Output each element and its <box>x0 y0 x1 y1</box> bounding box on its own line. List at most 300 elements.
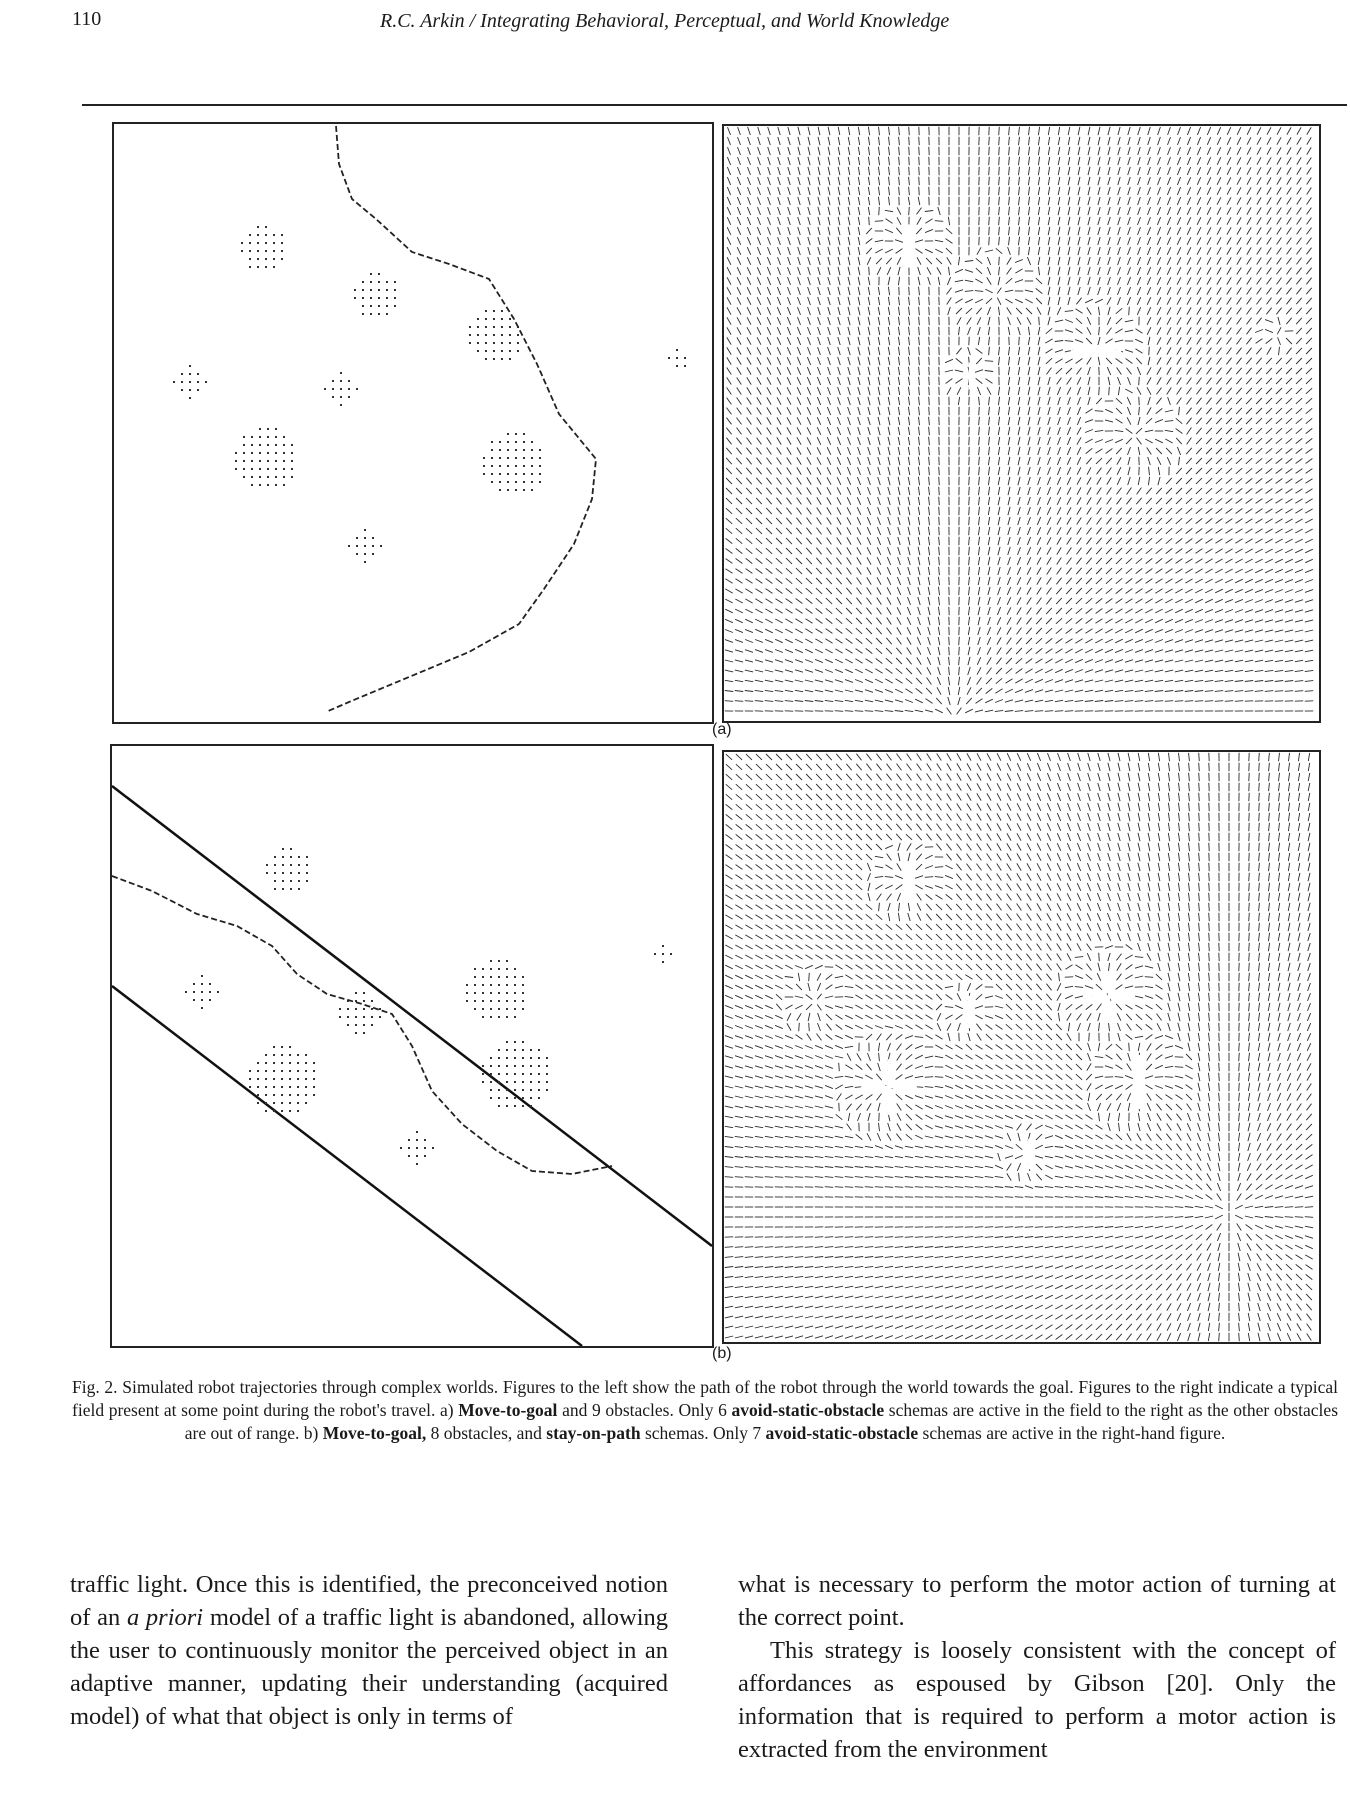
obstacle-dot <box>355 1024 357 1026</box>
field-vector <box>909 177 910 185</box>
field-vector <box>979 487 980 495</box>
field-vector <box>1265 620 1273 622</box>
field-vector <box>818 267 820 275</box>
field-vector <box>756 548 762 553</box>
field-vector <box>989 237 990 245</box>
field-vector <box>1186 448 1192 454</box>
field-vector <box>1057 517 1061 524</box>
field-vector <box>1006 679 1013 684</box>
field-vector <box>828 277 830 285</box>
field-vector <box>755 1136 763 1137</box>
field-vector <box>765 1177 773 1178</box>
field-vector <box>808 327 811 335</box>
field-vector <box>969 477 970 485</box>
field-vector <box>1085 430 1093 433</box>
field-vector <box>1255 330 1263 333</box>
obstacle-dot <box>372 537 374 539</box>
obstacle-dot <box>267 436 269 438</box>
field-vector <box>857 477 860 485</box>
field-vector <box>1177 187 1180 195</box>
field-vector <box>836 904 843 909</box>
field-vector <box>1155 660 1163 662</box>
field-vector <box>875 1336 883 1339</box>
field-vector <box>1048 297 1050 305</box>
field-vector <box>919 327 920 335</box>
field-vector <box>1117 488 1122 495</box>
field-vector <box>745 629 753 632</box>
field-vector <box>1167 197 1170 205</box>
field-vector <box>1027 557 1031 565</box>
field-vector <box>796 578 802 584</box>
field-vector <box>865 1306 873 1308</box>
field-vector <box>1195 569 1202 573</box>
field-vector <box>725 1046 733 1049</box>
field-vector <box>855 1167 863 1168</box>
field-vector <box>845 1136 853 1138</box>
field-vector <box>875 1015 882 1019</box>
field-vector <box>806 995 813 1000</box>
field-vector <box>1267 157 1271 164</box>
field-vector <box>1245 640 1253 642</box>
obstacle-dot <box>281 1062 283 1064</box>
field-vector <box>1155 650 1163 653</box>
field-vector <box>757 247 760 255</box>
field-vector <box>1088 387 1090 395</box>
field-vector <box>989 437 990 445</box>
field-vector <box>1217 197 1221 204</box>
field-vector <box>735 599 742 603</box>
field-vector <box>1148 147 1151 155</box>
field-vector <box>1105 670 1113 672</box>
field-vector <box>1019 127 1020 135</box>
field-vector <box>1207 307 1211 314</box>
obstacle-dot <box>205 381 207 383</box>
field-vector <box>1235 599 1243 602</box>
field-vector <box>1008 557 1011 565</box>
field-vector <box>736 824 743 829</box>
field-vector <box>798 197 800 205</box>
obstacle-dot <box>370 313 372 315</box>
field-vector <box>778 257 781 265</box>
field-vector <box>765 1116 773 1118</box>
field-vector <box>858 247 860 255</box>
field-vector <box>988 617 991 625</box>
field-vector <box>1007 587 1010 595</box>
field-vector <box>815 1266 823 1267</box>
field-vector <box>1216 428 1222 434</box>
field-vector <box>888 447 890 455</box>
obstacle-dot <box>515 457 517 459</box>
field-vector <box>1278 337 1281 345</box>
field-vector <box>908 417 909 425</box>
obstacle-dot <box>289 1078 291 1080</box>
field-vector <box>827 518 832 525</box>
field-vector <box>1008 407 1009 415</box>
field-vector <box>848 397 851 405</box>
field-vector <box>847 1124 852 1131</box>
field-vector <box>846 894 852 899</box>
field-vector <box>846 649 853 654</box>
field-vector <box>867 863 870 871</box>
field-vector <box>1129 307 1130 315</box>
field-vector <box>1116 419 1123 424</box>
field-vector <box>1068 157 1070 165</box>
field-vector <box>1217 328 1222 335</box>
obstacle-dot <box>189 397 191 399</box>
field-vector <box>766 508 772 514</box>
field-vector <box>837 467 841 475</box>
field-vector <box>989 177 990 185</box>
obstacle-dot <box>257 242 259 244</box>
field-vector <box>1156 448 1162 454</box>
field-vector <box>879 207 880 215</box>
field-vector <box>787 458 792 465</box>
field-vector <box>846 965 853 970</box>
field-vector <box>1285 590 1293 593</box>
field-vector <box>856 904 862 909</box>
field-vector <box>1235 569 1242 573</box>
field-vector <box>1236 388 1242 394</box>
obstacle-dot <box>498 1089 500 1091</box>
field-vector <box>988 547 990 555</box>
field-vector <box>1216 488 1222 493</box>
field-vector <box>929 377 930 385</box>
field-vector <box>1225 589 1233 593</box>
field-vector <box>846 824 852 830</box>
field-vector <box>998 487 1000 495</box>
field-vector <box>856 854 862 860</box>
field-vector <box>1226 519 1233 524</box>
field-vector <box>838 157 840 165</box>
field-vector <box>947 387 951 394</box>
field-vector <box>827 477 831 484</box>
field-vector <box>948 687 950 695</box>
field-vector <box>1156 538 1162 543</box>
field-vector <box>747 408 752 415</box>
field-vector <box>806 774 812 780</box>
field-vector <box>1146 538 1152 544</box>
obstacle-dot <box>251 436 253 438</box>
field-vector <box>838 307 840 315</box>
field-vector <box>908 527 910 535</box>
field-vector <box>866 804 872 810</box>
field-vector <box>766 568 773 573</box>
field-vector <box>1217 227 1221 234</box>
field-vector <box>865 690 873 693</box>
field-vector <box>925 219 932 223</box>
field-vector <box>1147 277 1150 285</box>
field-vector <box>1107 297 1111 304</box>
field-vector <box>988 497 989 505</box>
field-vector <box>845 986 853 987</box>
field-vector <box>815 1247 823 1248</box>
field-vector <box>1206 518 1213 523</box>
field-vector <box>1295 650 1303 652</box>
field-vector <box>805 690 813 692</box>
field-vector <box>986 379 993 384</box>
field-vector <box>1058 247 1060 255</box>
field-vector <box>1108 207 1110 215</box>
field-vector <box>1008 457 1010 465</box>
field-vector <box>1165 599 1172 603</box>
field-vector <box>1206 398 1211 405</box>
field-vector <box>876 934 883 939</box>
field-vector <box>807 467 811 474</box>
field-vector <box>1265 519 1272 523</box>
field-vector <box>818 347 821 355</box>
field-vector <box>1277 187 1281 194</box>
field-vector <box>1108 127 1110 135</box>
obstacle-dot <box>257 250 259 252</box>
obstacle-dot <box>501 310 503 312</box>
field-vector <box>806 915 813 920</box>
field-vector <box>895 240 903 243</box>
field-vector <box>1048 267 1050 275</box>
field-vector <box>878 437 880 445</box>
field-vector <box>806 538 811 544</box>
field-vector <box>846 834 852 840</box>
field-vector <box>1075 670 1083 673</box>
field-vector <box>1067 437 1070 445</box>
field-vector <box>835 1126 843 1128</box>
field-vector <box>727 398 732 405</box>
field-vector <box>987 668 992 675</box>
field-vector <box>1077 538 1082 545</box>
field-vector <box>999 227 1000 235</box>
field-vector <box>1047 578 1052 585</box>
field-vector <box>735 955 742 959</box>
field-vector <box>1076 359 1083 364</box>
field-vector <box>826 804 832 810</box>
field-vector <box>1109 387 1110 395</box>
field-vector <box>775 639 783 642</box>
field-vector <box>828 197 830 205</box>
field-vector <box>805 1286 813 1287</box>
field-vector <box>1106 599 1113 604</box>
obstacle-dot <box>546 1089 548 1091</box>
field-vector <box>766 518 772 524</box>
field-vector <box>1125 660 1133 663</box>
field-vector <box>868 317 870 325</box>
field-vector <box>1048 397 1050 405</box>
field-vector <box>1085 420 1093 423</box>
field-vector <box>735 619 743 622</box>
field-vector <box>828 137 830 145</box>
path-boundary-line <box>112 986 582 1346</box>
field-vector <box>975 299 983 303</box>
field-vector <box>1217 318 1222 325</box>
field-vector <box>818 357 821 365</box>
field-vector <box>735 1157 743 1158</box>
obstacle-dot <box>493 326 495 328</box>
field-vector <box>1175 640 1183 643</box>
field-vector <box>1305 539 1313 543</box>
field-vector <box>928 577 930 585</box>
field-vector <box>886 258 892 264</box>
field-vector <box>848 157 850 165</box>
field-vector <box>777 317 780 325</box>
field-vector <box>908 487 910 495</box>
obstacle-dot <box>522 1081 524 1083</box>
field-vector <box>1105 440 1113 443</box>
field-vector <box>1116 558 1122 564</box>
field-vector <box>768 137 771 145</box>
obstacle-dot <box>509 334 511 336</box>
field-vector <box>1076 318 1082 324</box>
field-vector <box>907 648 912 655</box>
field-vector <box>1036 608 1041 615</box>
field-vector <box>1267 137 1271 144</box>
field-vector <box>1157 327 1161 334</box>
obstacle-dot <box>363 1000 365 1002</box>
obstacle-dot <box>530 1097 532 1099</box>
field-vector <box>765 1015 773 1018</box>
field-vector <box>946 379 953 384</box>
field-vector <box>1015 280 1023 283</box>
field-vector <box>1019 167 1020 175</box>
obstacle-dot <box>259 452 261 454</box>
field-vector <box>835 1045 843 1048</box>
field-vector <box>1186 458 1192 464</box>
field-vector <box>1217 127 1220 135</box>
field-vector <box>865 1156 873 1157</box>
field-vector <box>766 498 771 504</box>
field-vector <box>806 874 813 879</box>
field-vector <box>1177 277 1181 284</box>
field-vector <box>1098 257 1101 265</box>
page-number: 110 <box>72 8 102 30</box>
obstacle-dot <box>514 1065 516 1067</box>
field-vector <box>989 217 990 225</box>
field-vector <box>1245 630 1253 632</box>
field-vector <box>898 477 900 485</box>
field-vector <box>757 297 761 305</box>
field-vector <box>1246 358 1251 364</box>
field-vector <box>1135 670 1143 672</box>
field-vector <box>967 677 970 685</box>
field-vector <box>878 147 879 155</box>
field-vector <box>1008 527 1010 535</box>
field-vector <box>828 267 830 275</box>
field-vector <box>1157 297 1161 305</box>
field-vector <box>1147 287 1150 295</box>
field-vector <box>786 609 793 614</box>
field-vector <box>1167 187 1170 195</box>
field-vector <box>929 417 930 425</box>
field-vector <box>738 167 741 175</box>
field-vector <box>797 417 801 424</box>
field-vector <box>978 637 981 645</box>
field-vector <box>1285 650 1293 652</box>
field-vector <box>765 639 773 642</box>
field-vector <box>1206 448 1212 454</box>
field-vector <box>796 774 802 780</box>
field-vector <box>1285 539 1292 543</box>
field-vector <box>988 327 989 335</box>
field-vector <box>1047 477 1050 485</box>
field-vector <box>876 814 882 820</box>
obstacle-dot <box>281 234 283 236</box>
field-vector <box>907 637 911 644</box>
field-vector <box>1267 207 1271 214</box>
field-vector <box>999 267 1000 275</box>
field-vector <box>856 824 862 830</box>
field-vector <box>785 1326 793 1328</box>
field-vector <box>866 955 873 960</box>
obstacle-dot <box>400 1147 402 1149</box>
obstacle-dot <box>355 1032 357 1034</box>
field-vector <box>786 885 793 890</box>
field-vector <box>1058 417 1061 425</box>
field-vector <box>1005 689 1013 693</box>
field-vector <box>1009 167 1010 175</box>
field-vector <box>767 397 771 404</box>
field-vector <box>787 437 791 444</box>
field-vector <box>1046 598 1051 605</box>
field-vector <box>987 637 990 645</box>
field-vector <box>1028 227 1029 235</box>
field-vector <box>835 649 842 653</box>
field-vector <box>1085 299 1093 303</box>
field-vector <box>1058 147 1060 155</box>
obstacle-dot <box>522 1000 524 1002</box>
field-vector <box>1017 567 1020 575</box>
field-vector <box>726 528 732 533</box>
field-vector <box>1017 587 1021 594</box>
field-vector <box>868 1053 871 1061</box>
field-vector <box>1076 588 1082 594</box>
field-vector <box>1295 600 1303 603</box>
field-vector <box>1148 217 1151 225</box>
field-vector <box>737 378 742 385</box>
obstacle-dot <box>380 545 382 547</box>
field-vector <box>1155 439 1163 443</box>
field-vector <box>788 187 791 195</box>
obstacle-dot <box>363 1024 365 1026</box>
obstacle-cluster <box>324 372 358 406</box>
field-vector <box>745 1247 753 1248</box>
field-vector <box>1266 338 1273 343</box>
field-vector <box>1237 197 1241 204</box>
obstacle-dot <box>466 1000 468 1002</box>
obstacle-dot <box>514 976 516 978</box>
field-vector <box>1018 327 1020 335</box>
field-vector <box>806 598 813 603</box>
field-vector <box>796 528 801 534</box>
field-vector <box>1266 458 1273 463</box>
field-vector <box>897 587 900 595</box>
field-vector <box>885 711 893 712</box>
field-vector <box>825 1306 833 1308</box>
field-vector <box>845 1015 853 1019</box>
field-vector <box>998 457 999 465</box>
field-vector <box>1005 290 1013 292</box>
field-vector <box>1026 628 1031 634</box>
field-vector <box>1196 498 1202 504</box>
field-vector <box>845 680 853 683</box>
field-vector <box>815 1237 823 1238</box>
field-vector <box>1128 187 1131 195</box>
field-vector <box>806 854 812 859</box>
field-vector <box>805 1267 813 1268</box>
obstacle-dot <box>538 1073 540 1075</box>
field-vector <box>767 317 771 325</box>
obstacle-dot <box>501 318 503 320</box>
field-vector <box>786 784 792 790</box>
field-vector <box>988 567 990 575</box>
field-vector <box>756 528 762 534</box>
field-vector <box>1255 539 1262 543</box>
